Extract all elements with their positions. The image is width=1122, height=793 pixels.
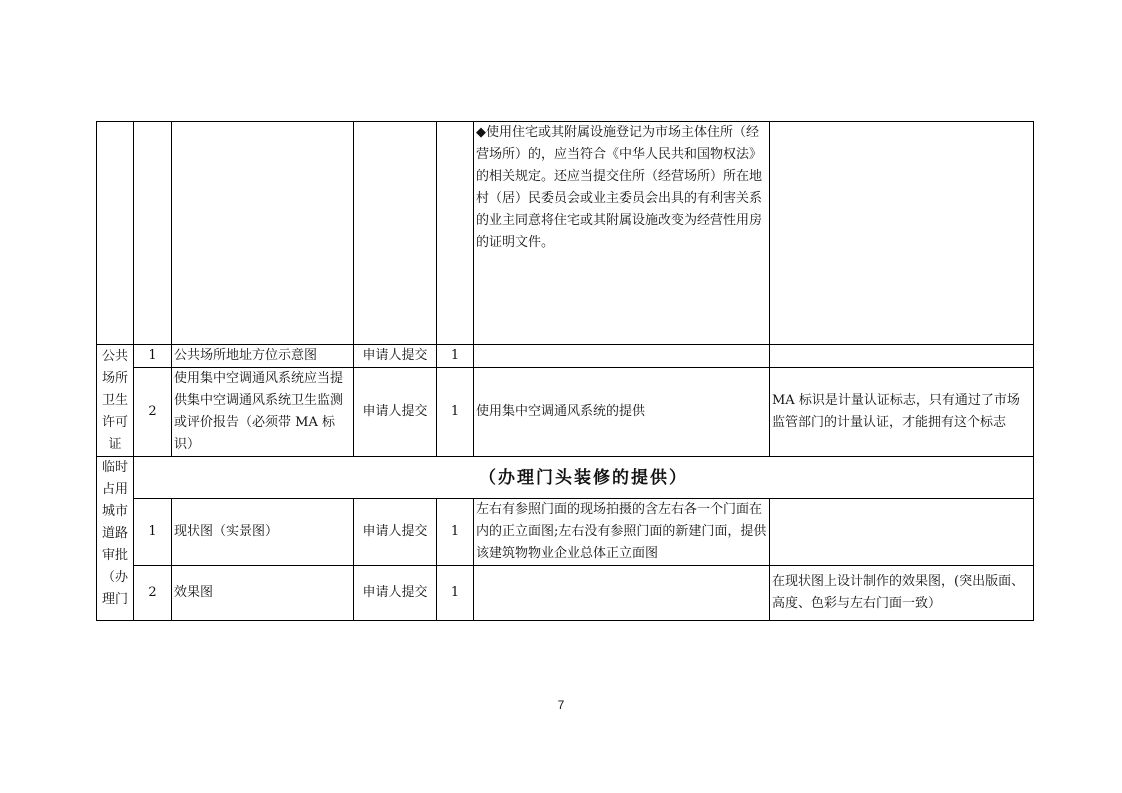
copies-cell: 1 bbox=[437, 345, 474, 368]
table-row bbox=[97, 457, 1034, 499]
requirement-cell bbox=[474, 566, 770, 621]
copies-cell-empty bbox=[437, 122, 474, 345]
category-cell-empty bbox=[97, 122, 134, 345]
requirement-cell bbox=[474, 345, 770, 368]
source-cell: 申请人提交 bbox=[354, 345, 437, 368]
material-cell: 现状图（实景图） bbox=[172, 499, 354, 566]
remark-cell-empty bbox=[770, 122, 1034, 345]
index-cell-empty bbox=[134, 122, 172, 345]
source-cell: 申请人提交 bbox=[354, 368, 437, 457]
section-title: （办理门头装修的提供） bbox=[134, 457, 1034, 499]
index-cell: 2 bbox=[134, 566, 172, 621]
remark-cell bbox=[770, 345, 1034, 368]
requirement-cell: 使用集中空调通风系统的提供 bbox=[474, 368, 770, 457]
copies-cell: 1 bbox=[437, 566, 474, 621]
materials-table bbox=[96, 121, 1034, 621]
requirement-note-cell: ◆使用住宅或其附属设施登记为市场主体住所（经营场所）的，应当符合《中华人民共和国物权法》的相关规定。还应当提交住所（经营场所）所在地村（居）民委员会或业主委员会出具的有利害关系的业主同意将住宅或其附属设施改变为经营性用房的证明文件。 bbox=[474, 122, 770, 345]
copies-cell: 1 bbox=[437, 499, 474, 566]
index-cell: 2 bbox=[134, 368, 172, 457]
material-cell: 效果图 bbox=[172, 566, 354, 621]
remark-cell bbox=[770, 499, 1034, 566]
table-row bbox=[97, 122, 1034, 345]
source-cell-empty bbox=[354, 122, 437, 345]
category-cell-road-use: 临时占用城市道路审批（办理门 bbox=[97, 457, 134, 621]
material-cell: 公共场所地址方位示意图 bbox=[172, 345, 354, 368]
requirement-cell: 左右有参照门面的现场拍摄的含左右各一个门面在内的正立面图;左右没有参照门面的新建门面，提供该建筑物物业企业总体正立面图 bbox=[474, 499, 770, 566]
index-cell: 1 bbox=[134, 499, 172, 566]
source-cell: 申请人提交 bbox=[354, 566, 437, 621]
index-cell: 1 bbox=[134, 345, 172, 368]
table-row bbox=[97, 499, 1034, 566]
material-cell-empty bbox=[172, 122, 354, 345]
remark-cell: 在现状图上设计制作的效果图，(突出版面、高度、色彩与左右门面一致） bbox=[770, 566, 1034, 621]
source-cell: 申请人提交 bbox=[354, 499, 437, 566]
page-number: 7 bbox=[557, 698, 565, 712]
table-row bbox=[97, 566, 1034, 621]
material-cell: 使用集中空调通风系统应当提供集中空调通风系统卫生监测或评价报告（必须带 MA 标识） bbox=[172, 368, 354, 457]
copies-cell: 1 bbox=[437, 368, 474, 457]
remark-cell: MA 标识是计量认证标志，只有通过了市场监管部门的计量认证，才能拥有这个标志 bbox=[770, 368, 1034, 457]
category-cell-public-hygiene: 公共场所卫生许可证 bbox=[97, 345, 134, 457]
table-row bbox=[97, 368, 1034, 457]
table-row bbox=[97, 345, 1034, 368]
